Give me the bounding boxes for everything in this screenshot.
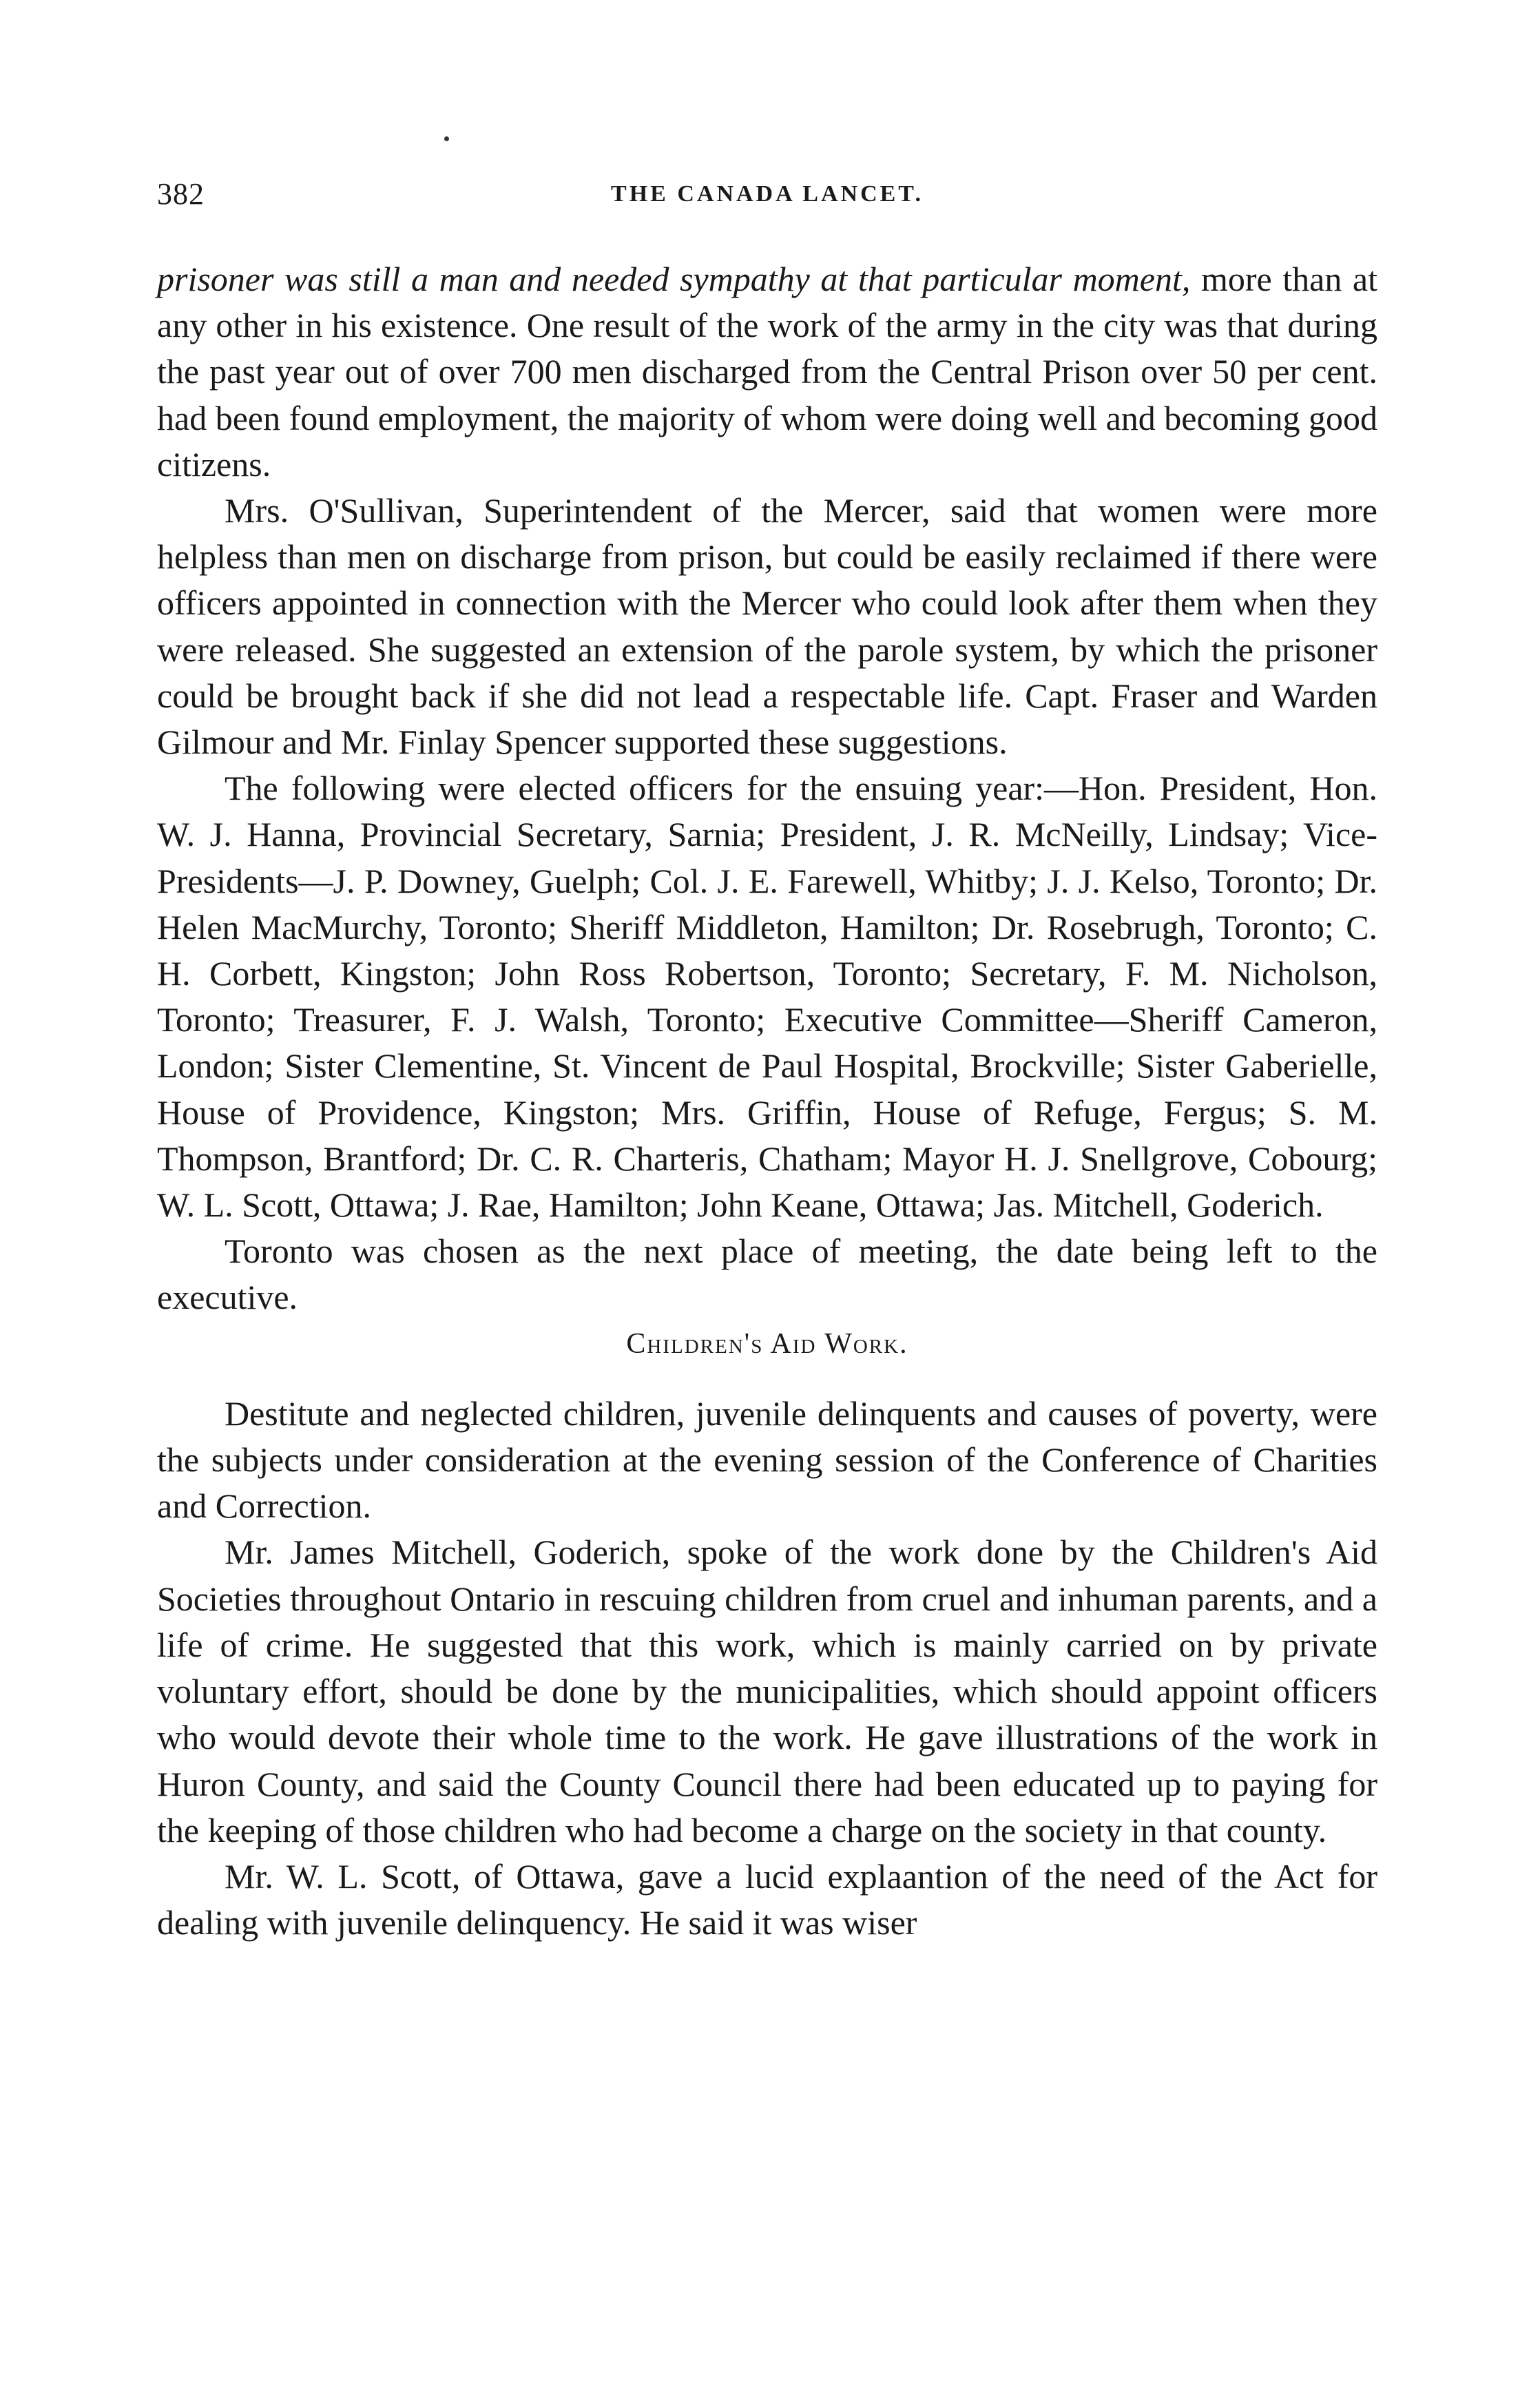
italic-lead: prisoner was still a man and needed sympathy at that particular moment, [157, 260, 1191, 298]
running-title: THE CANADA LANCET. [611, 181, 924, 207]
paragraph: Destitute and neglected children, juvenile delinquents and causes of poverty, were the subjects under consideration at the evening session of the Conference of Charities and Correction. [157, 1393, 1377, 1526]
paragraph: Mr. James Mitchell, Goderich, spoke of the work done by the Children's Aid Societies throughout Ontario in rescuing children from cruel and inhuman parents, and a life of crime. He suggested that this work, which is mainly carried on by private voluntary effort, should be done by the municipalities, which should appoint officers who would devote their whole time to the work. He gave illustrations of the work in Huron County, and said the County Council there had been educated up to paying for the keeping of those children who had become a charge on the society in that county. [157, 1533, 1377, 1849]
paragraph-text: more than at any other in his existence. One result of the work of the army in the city was that during the past year out of over 700 men discharged from the Central Prison over 50 per cent. had been found employment, the majority of whom were doing well and becoming good citizens. [157, 260, 1378, 484]
page-body [157, 256, 1377, 1946]
page-header [157, 174, 1377, 215]
paragraph: Mrs. O'Sullivan, Superintendent of the Mercer, said that women were more helpless than men on discharge from prison, but could be easily reclaimed if there were officers appointed in connection with the Mercer who could look after them when they were released. She suggested an extension of the parole system, by which the prisoner could be brought back if she did not lead a respectable life. Capt. Fraser and Warden Gilmour and Mr. Finlay Spencer supported these suggestions. [157, 491, 1377, 762]
page-number: 382 [157, 177, 205, 211]
heading-spacer [157, 1367, 1377, 1391]
paragraph-continued [157, 256, 1377, 488]
print-speck [444, 136, 449, 141]
section-heading: Children's Aid Work. [626, 1327, 908, 1360]
paragraph: Mr. W. L. Scott, of Ottawa, gave a lucid explaantion of the need of the Act for dealing with juvenile delinquency. He said it was wiser [157, 1856, 1377, 1942]
paragraph-officers-list: The following were elected officers for the ensuing year:—Hon. President, Hon. W. J. Hanna, Provincial Secretary, Sarnia; President, J. R. McNeilly, Lindsay; Vice-Presidents—J. P. Downey, Guelph; Col. J. E. Farewell, Whitby; J. J. Kelso, Toronto; Dr. Helen MacMurchy, Toronto; Sheriff Middleton, Hamilton; Dr. Rosebrugh, Toronto; C. H. Corbett, Kingston; John Ross Robertson, Toronto; Secretary, F. M. Nicholson, Toronto; Treasurer, F. J. Walsh, Toronto; Executive Committee—Sheriff Cameron, London; Sister Clementine, St. Vincent de Paul Hospital, Brockville; Sister Gaberielle, House of Providence, Kingston; Mrs. Griffin, House of Refuge, Fergus; S. M. Thompson, Brantford; Dr. C. R. Charteris, Chatham; Mayor H. J. Snellgrove, Cobourg; W. L. Scott, Ottawa; J. Rae, Hamilton; John Keane, Ottawa; Jas. Mitchell, Goderich. [157, 769, 1377, 1225]
paragraph: Toronto was chosen as the next place of meeting, the date being left to the executive. [157, 1232, 1377, 1317]
